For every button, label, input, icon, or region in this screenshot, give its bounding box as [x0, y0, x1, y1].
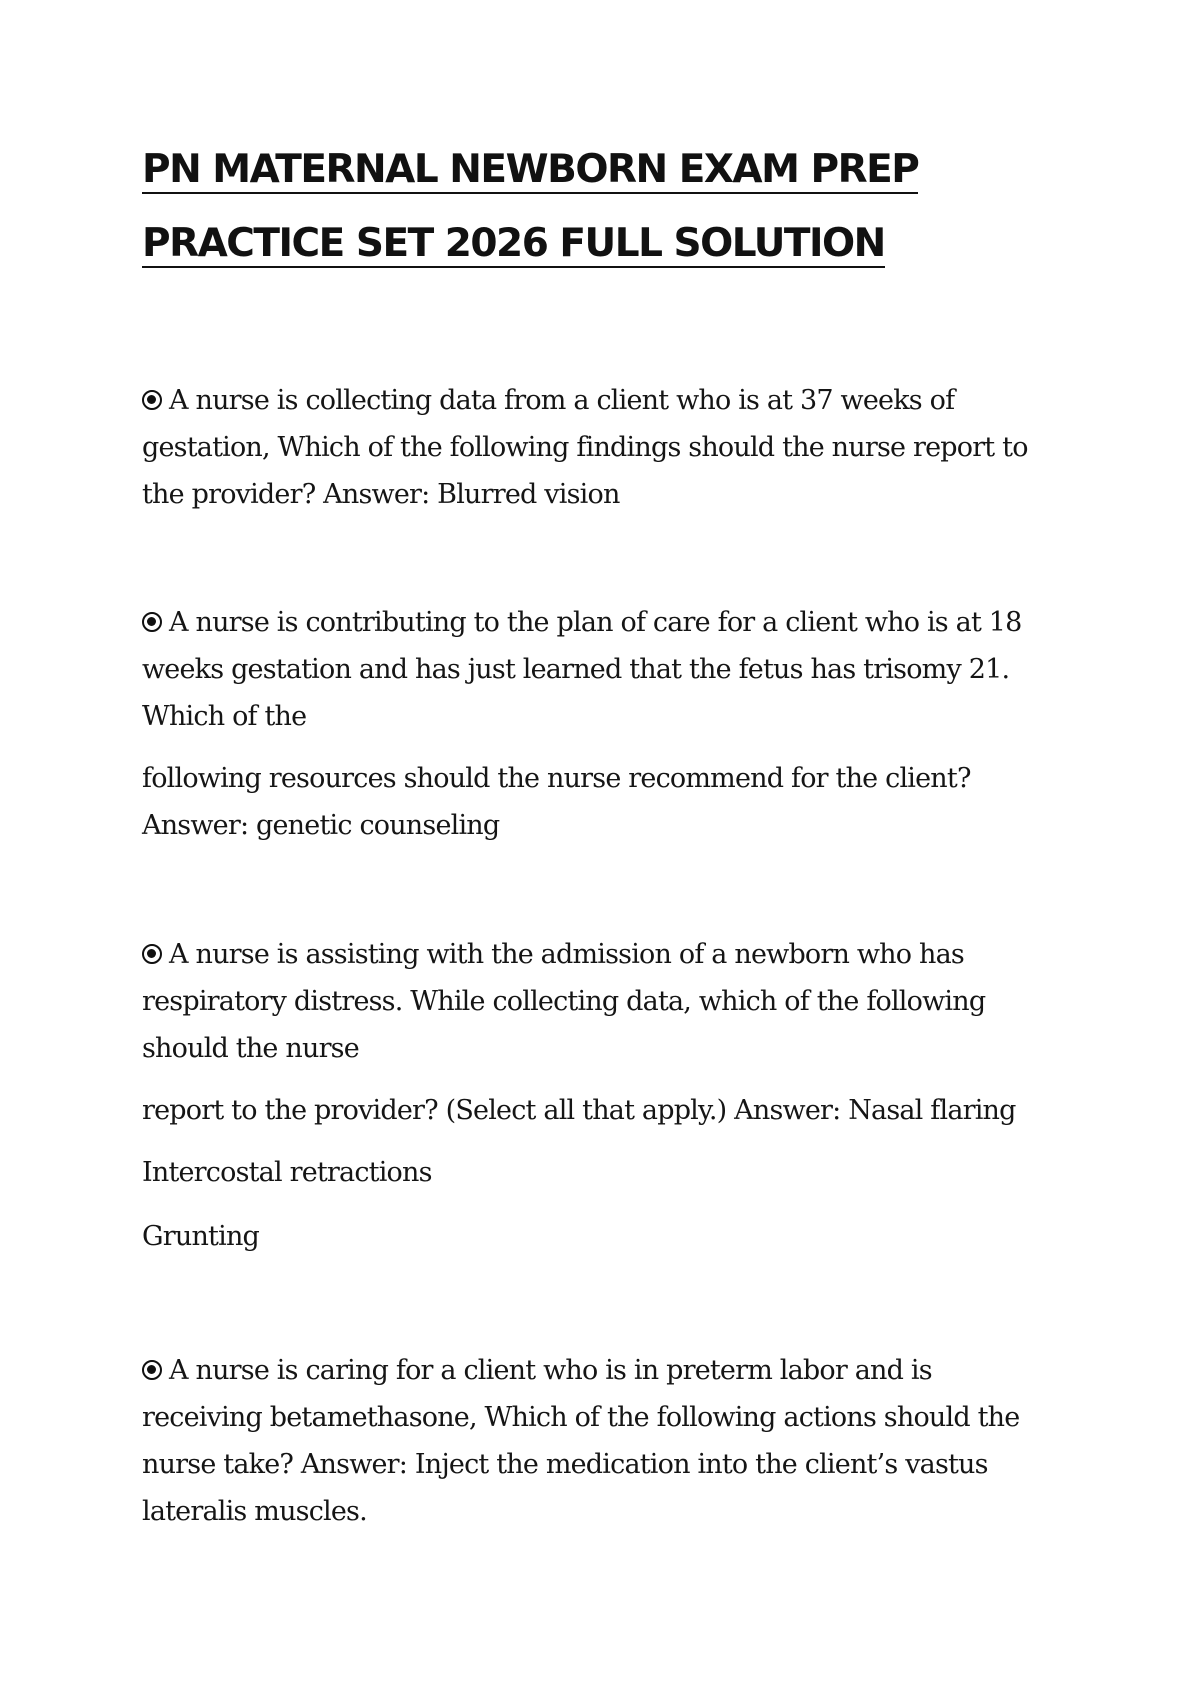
radio-bullet-icon	[142, 612, 162, 632]
radio-bullet-icon	[142, 1360, 162, 1380]
radio-bullet-icon	[142, 944, 162, 964]
answer-line: Answer: genetic counseling	[142, 810, 500, 841]
question-line: Which of the	[142, 701, 307, 732]
question-2	[142, 599, 1072, 849]
question-line: following resources should the nurse recommend for the client?	[142, 763, 971, 794]
question-line: the provider? Answer: Blurred vision	[142, 479, 620, 510]
answer-line: lateralis muscles.	[142, 1496, 367, 1527]
question-line: respiratory distress. While collecting data, which of the following	[142, 986, 986, 1017]
answer-item: Grunting	[142, 1221, 260, 1252]
question-line: gestation, Which of the following findings should the nurse report to	[142, 432, 1028, 463]
question-continuation	[142, 755, 1072, 849]
question-text	[142, 599, 1072, 740]
question-line: A nurse is caring for a client who is in preterm labor and is	[169, 1355, 932, 1386]
question-3	[142, 931, 1072, 1260]
question-line: A nurse is contributing to the plan of care for a client who is at 18	[169, 607, 1022, 638]
question-continuation	[142, 1087, 1072, 1134]
document-title	[142, 147, 1042, 268]
question-4	[142, 1347, 1072, 1535]
answer-line: nurse take? Answer: Inject the medication into the client’s vastus	[142, 1449, 988, 1480]
radio-bullet-icon	[142, 390, 162, 410]
title-line-2: PRACTICE SET 2026 FULL SOLUTION	[142, 221, 885, 266]
question-text	[142, 377, 1072, 518]
question-line: A nurse is collecting data from a client who is at 37 weeks of	[169, 385, 955, 416]
answer-item: Intercostal retractions	[142, 1157, 432, 1188]
title-line-1: PN MATERNAL NEWBORN EXAM PREP	[142, 147, 919, 192]
question-line: should the nurse	[142, 1033, 359, 1064]
question-line: receiving betamethasone, Which of the following actions should the	[142, 1402, 1020, 1433]
question-line: A nurse is assisting with the admission of a newborn who has	[169, 939, 964, 970]
answer-line: report to the provider? (Select all that apply.) Answer: Nasal flaring	[142, 1095, 1016, 1126]
question-line: weeks gestation and has just learned that the fetus has trisomy 21.	[142, 654, 1010, 685]
question-text	[142, 1347, 1072, 1535]
question-1	[142, 377, 1072, 518]
question-text	[142, 931, 1072, 1072]
